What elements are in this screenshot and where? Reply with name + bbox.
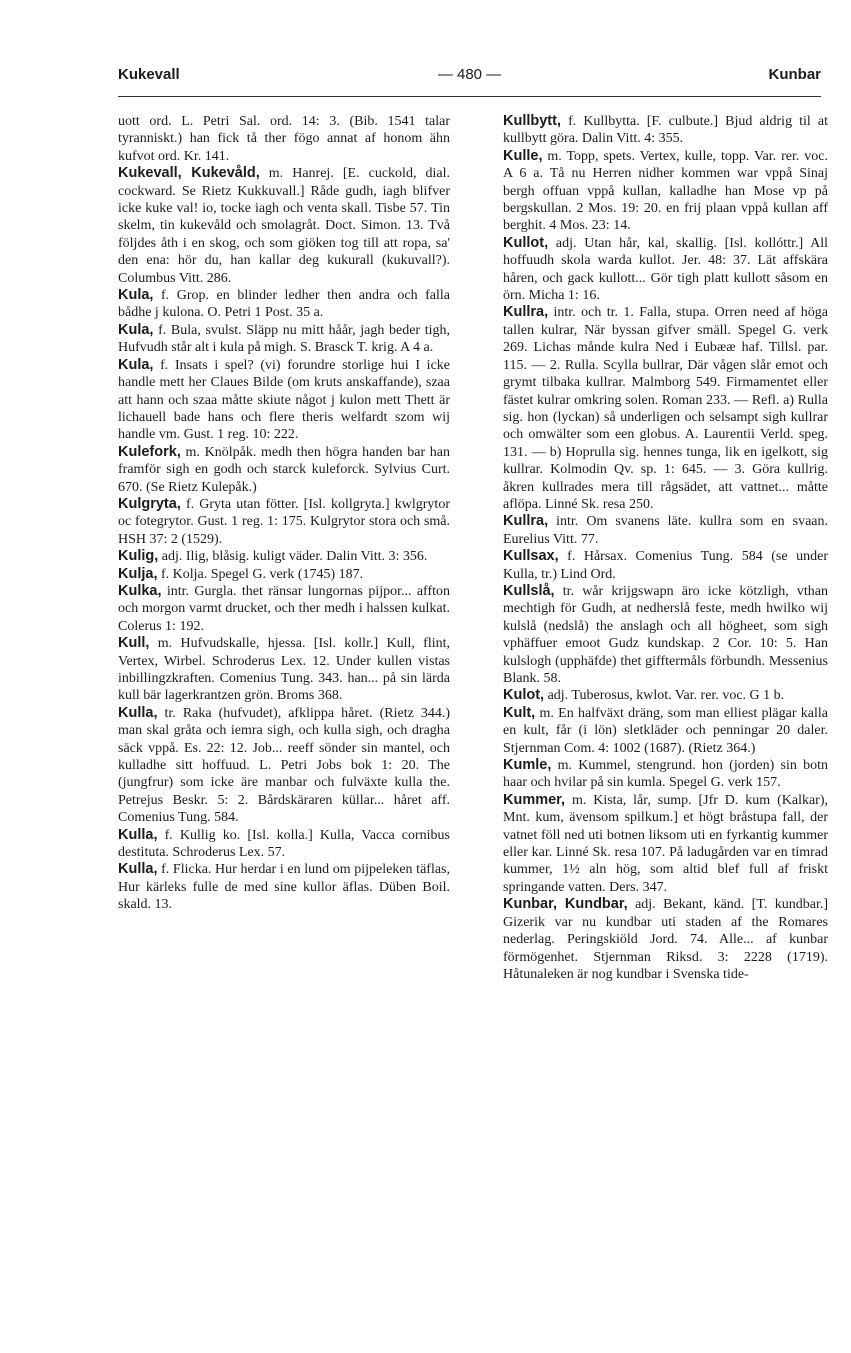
dictionary-entry xyxy=(118,357,450,444)
entry-headword: Kulla, xyxy=(118,826,158,843)
entry-headword: Kullbytt, xyxy=(503,113,561,129)
entry-text: adj. Utan hår, kal, skallig. [Isl. kollóttr.] All hoffuudh skola warda kullot. Jer. 48: 37. Lät affskära håren, och gack kullott... Gör tigh platt kullott såsom en örn. Micha 1: 16. xyxy=(503,235,828,304)
entry-text: adj. Ilig, blåsig. kuligt väder. Dalin Vitt. 3: 356. xyxy=(161,549,428,565)
dictionary-entry xyxy=(503,548,828,583)
entry-headword: Kula, xyxy=(118,287,154,304)
dictionary-entry xyxy=(503,235,828,305)
entry-text: m. Kista, lår, sump. [Jfr D. kum (Kalkar), Mnt. kum, ävensom spilkum.] et högt bråstupa fall, der vatnet föll ned uti botnen liksom uti en fyrkantig kummer eller kar. Linné Sk. resa 107. På ladugården var en timrad kummer, 1½ aln hög, som altid blef full af friskt springande vatten. Ders. 347. xyxy=(503,792,828,895)
dictionary-entry xyxy=(118,113,450,165)
entry-headword: Kullot, xyxy=(503,234,549,251)
dictionary-entry xyxy=(118,705,450,827)
entry-text: m. Topp, spets. Vertex, kulle, topp. Var. rer. voc. A 6 a. Tå nu Herren nidher kommen war vppå Sinaj bergh offuan vppå kullan, kalladhe han Mose vp på bergskullan. 2 Mos. 19: 20. en frij plaan vppå kullan aff berghit. 4 Mos. 23: 14. xyxy=(503,148,828,234)
entry-headword: Kumle, xyxy=(503,757,552,774)
dictionary-entry xyxy=(118,496,450,548)
entry-text: f. Grop. en blinder ledher then andra och falla bådhe j kulona. O. Petri 1 Post. 35 a. xyxy=(118,288,451,321)
dictionary-entry xyxy=(503,113,828,148)
dictionary-entry xyxy=(118,827,450,862)
entry-text: f. Insats i spel? (vi) forundre storlige hui I icke handle mett her Claues Bilde (om kruts anskaffande), szaa att hann och szaa måtte skiute något j kulon mett Thett är lichauell bade hans och flere theris welfardt szom wij handle vm. Gust. 1 reg. 10: 222. xyxy=(118,357,450,443)
entry-text: tr. wår krijgswapn äro icke kötzligh, vthan mechtigh för Gudh, at nedherslå feste, medh hwilko wij kulslå (nedslå) the anslagh och all högheet, som sigh vphäffuer emoot Gudz kundskap. 2 Cor. 10: 5. Han kulslogh (upphäfde) thet gifftermåls förbundh. Messenius Blank. 58. xyxy=(503,583,828,686)
entry-headword: Kulla, xyxy=(118,861,158,878)
entry-text: uott ord. L. Petri Sal. ord. 14: 3. (Bib. 1541 talar tyranniskt.) han fick tå ther fögo annat af honom ähn kufvot ord. Kr. 141. xyxy=(118,114,450,164)
entry-text: m. Kummel, stengrund. hon (jorden) sin botn haar och hvilar på sin kumla. Spegel G. verk 157. xyxy=(503,758,828,791)
entry-headword: Kula, xyxy=(118,321,154,338)
entry-text: intr. och tr. 1. Falla, stupa. Orren need af höga tallen kulrar, När byssan gifver smäll. Spegel G. verk 269. Lichas månde kulra Ned i Eubææ haf. Tillsl. par. 115. — 2. Rulla. Scylla bullrar, Där vågen slår emot och grymt tilbaka kullrar. Malmborg 549. Firmamentet eller fästet kulrar omkring solen. Roman 233. — Refl. a) Rulla sig. hon (lyckan) så underligen och selsampt sigh kullrar och omwälter som een globus. A. Laurentii Verld. speg. 131. — b) Hoprulla sig. hennes tunga, lik en igelkott, sig kullrar. Kolmodin Qv. sp. 1: 645. — 3. Göra kullrig. åkren kullrades mera till rågsädet, att vattnet... måtte aflöpa. Linné Sk. resa 250. xyxy=(503,305,829,512)
dictionary-entry xyxy=(118,583,450,635)
entry-text: tr. Raka (hufvudet), afklippa håret. (Rietz 344.) man skal gråta och iemra sigh, och kulla sigh, och dragha säck vppå. Es. 22: 12. Job... reeff sönder sin mantel, och kulladhe sitt hoffuud. L. Petri Jobs bok 1: 20. The (jungfrur) som icke äre manbar och fulväxte kulla the. Petrejus Beskr. 5: 2. Bårdskäraren küllar... håret aff. Comenius Tung. 584. xyxy=(118,705,451,826)
dictionary-entry xyxy=(118,635,450,705)
entry-text: f. Flicka. Hur herdar i en lund om pijpeleken täflas, Hur kärleks fulle de med sine kullor äflas. Düben Boil. skald. 13. xyxy=(118,862,450,913)
entry-headword: Kulefork, xyxy=(118,443,181,460)
entry-headword: Kummer, xyxy=(503,791,566,808)
entry-text: adj. Bekant, känd. [T. kundbar.] Gizerik var nu kundbar uti staden af the Romares nederlag. Peringskiöld Jord. 74. Alle... af kunbar förmögenhet. Stjernman Riksd. 3: 2228 (1719). Håtunaleken är nog kundbar i Svenska tide- xyxy=(503,897,828,982)
entry-text: intr. Gurgla. thet ränsar lungornas pijpor... affton och morgon varmt drucket, och ther medh i halssen kulkat. Colerus 1: 192. xyxy=(118,583,451,634)
entry-headword: Kukevall, Kukevåld, xyxy=(118,165,260,182)
entry-headword: Kula, xyxy=(118,356,154,373)
dictionary-entry xyxy=(118,165,450,287)
dictionary-entry xyxy=(118,287,450,322)
dictionary-entry xyxy=(503,304,828,513)
dictionary-entry xyxy=(503,705,828,757)
entry-text: f. Gryta utan fötter. [Isl. kollgryta.] kwlgrytor oc fotegrytor. Gust. 1 reg. 1: 175. Kulgrytor stora och små. HSH 37: 2 (1529). xyxy=(118,496,450,547)
entry-text: m. Hanrej. [E. cuckold, dial. cockward. Se Rietz Kukkuvall.] Råde gudh, iagh blifver icke kuke val! io, tocke iagh och venta skall. Tisbe 57. Tin skelm, tin kukevåld och smolagråt. Doct. Simon. 13. Två följdes åth i en skog, och som giöken tog till att ropa, sa' den ena: hör du, han kallar deg kukurall (kukuvall?). Columbus Vitt. 286. xyxy=(118,166,450,286)
entry-headword: Kunbar, Kundbar, xyxy=(503,896,628,913)
entry-headword: Kull, xyxy=(118,635,150,652)
dictionary-entry xyxy=(503,792,828,896)
right-column xyxy=(503,113,828,983)
left-column xyxy=(118,113,450,914)
dictionary-entry xyxy=(118,548,450,565)
dictionary-entry xyxy=(503,148,828,235)
dictionary-entry xyxy=(503,896,828,983)
dictionary-entry xyxy=(503,687,828,704)
entry-text: m. Hufvudskalle, hjessa. [Isl. kollr.] Kull, flint, Vertex, Wirbel. Schroderus Lex. 12. Under kullen vistas inbillingzkraften. Comenius Tung. 343. han... på sin lärda kull bär lagerkrantzen grön. Broms 368. xyxy=(118,636,451,704)
dictionary-entry xyxy=(503,583,828,687)
entry-text: m. Knölpåk. medh then högra handen bar han framför sigh en godh och starck kuleforck. Sylvius Curt. 670. (Se Rietz Kulepåk.) xyxy=(118,444,450,495)
entry-headword: Kulka, xyxy=(118,582,162,599)
dictionary-entry xyxy=(118,861,450,913)
entry-text: f. Kullbytta. [F. culbute.] Bjud aldrig til at kullbytt göra. Dalin Vitt. 4: 355. xyxy=(503,114,828,147)
entry-headword: Kulja, xyxy=(118,565,158,582)
entry-text: intr. Om svanens läte. kullra som en svaan. Eurelius Vitt. 77. xyxy=(503,514,828,547)
dictionary-entry xyxy=(503,757,828,792)
entry-headword: Kulla, xyxy=(118,704,158,721)
dictionary-entry xyxy=(118,322,450,357)
entry-headword: Kulot, xyxy=(503,687,545,704)
entry-text: f. Bula, svulst. Släpp nu mitt håår, jagh beder tigh, Hufvudh står alt i kula på migh. S. Brasck T. krig. A 4 a. xyxy=(118,322,451,356)
header-page-number: — 480 — xyxy=(437,66,502,83)
header-last-headword: Kunbar xyxy=(768,66,821,83)
dictionary-entry xyxy=(503,513,828,548)
entry-text: f. Kullig ko. [Isl. kolla.] Kulla, Vacca cornibus destituta. Schroderus Lex. 57. xyxy=(118,827,451,861)
entry-text: m. En halfväxt dräng, som man elliest plägar kalla en kult, får (i lön) sletkläder och penningar 20 daler. Stjernman Com. 4: 1002 (1687). (Rietz 364.) xyxy=(503,705,828,756)
entry-headword: Kullra, xyxy=(503,513,549,530)
entry-headword: Kulig, xyxy=(118,548,159,565)
header-first-headword: Kukevall xyxy=(118,66,180,83)
entry-headword: Kulle, xyxy=(503,147,543,164)
entry-headword: Kulgryta, xyxy=(118,495,181,512)
entry-text: f. Kolja. Spegel G. verk (1745) 187. xyxy=(160,566,364,582)
entry-text: adj. Tuberosus, kwlot. Var. rer. voc. G 1 b. xyxy=(547,688,785,704)
dictionary-entry xyxy=(118,444,450,496)
entry-headword: Kult, xyxy=(503,704,536,721)
dictionary-entry xyxy=(118,566,450,583)
entry-headword: Kullslå, xyxy=(503,582,555,599)
page-header xyxy=(118,66,821,90)
header-rule xyxy=(118,96,821,97)
entry-text: f. Hårsax. Comenius Tung. 584 (se under Kulla, tr.) Lind Ord. xyxy=(503,549,828,582)
entry-headword: Kullra, xyxy=(503,304,549,321)
entry-headword: Kullsax, xyxy=(503,548,559,565)
